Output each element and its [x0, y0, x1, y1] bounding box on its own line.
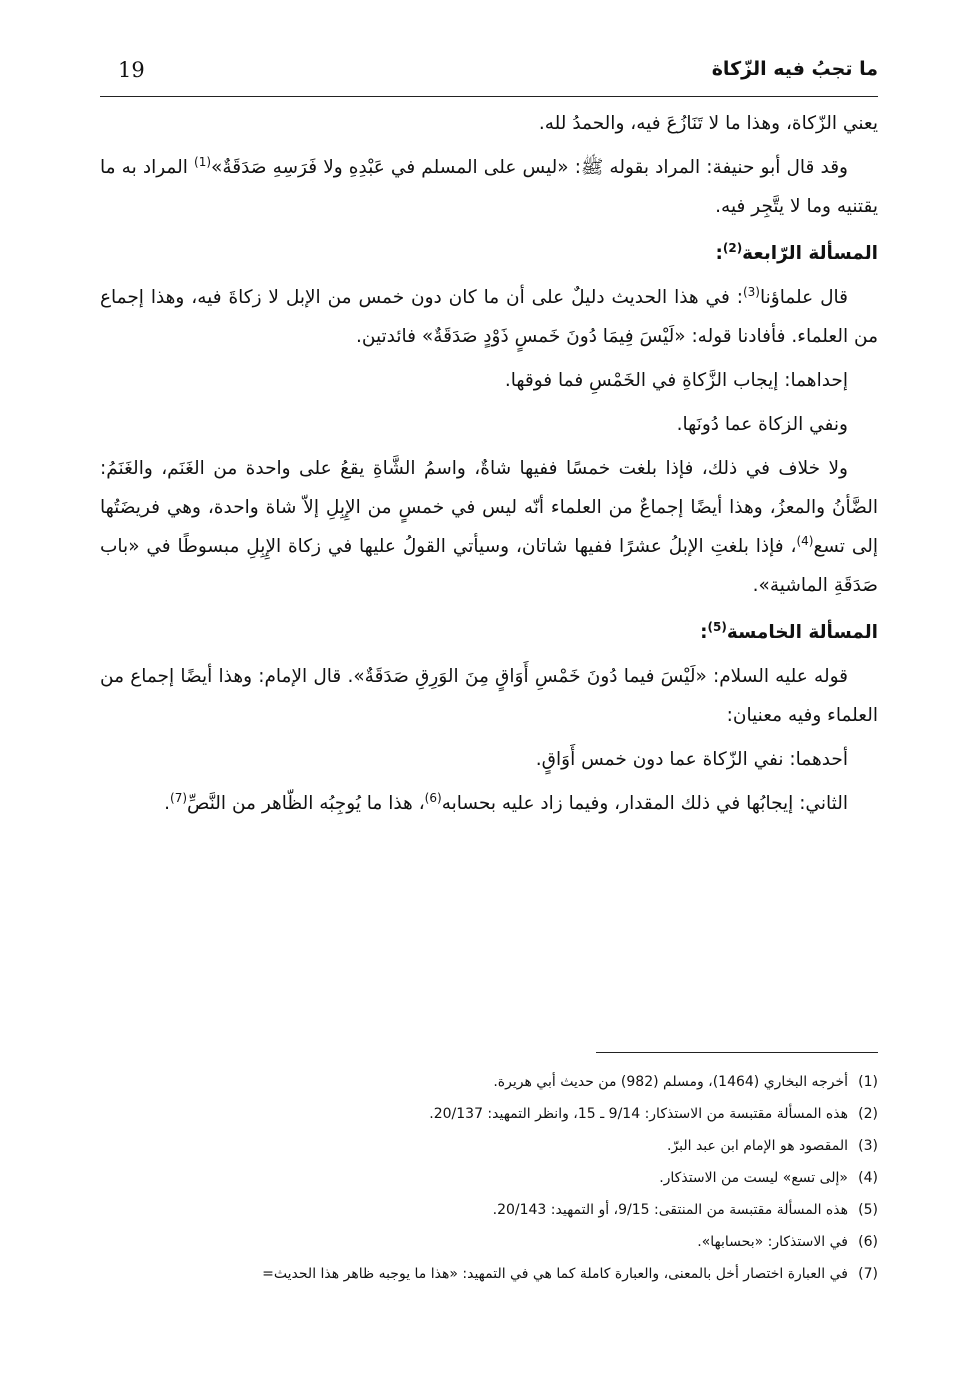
footnote-marker: (7)	[170, 790, 188, 805]
footnote-number: (1)	[858, 1074, 878, 1090]
main-text	[100, 104, 878, 828]
footnote-marker: (3)	[742, 284, 760, 299]
footnote-number: (3)	[858, 1138, 878, 1154]
footnote-item	[80, 1226, 878, 1258]
footnote-item	[80, 1194, 878, 1226]
footnote-text: في العبارة اختصار أخل بالمعنى، والعبارة كاملة كما هي في التمهيد: «هذا ما يوجبه ظاهر هذا الحديث=	[262, 1266, 848, 1282]
paragraph: وقد قال أبو حنيفة: المراد بقوله ﷺ: «ليس على المسلم في عَبْدِهِ ولا فَرَسِهِ صَدَقَةٌ»$^{(1)}$ المراد به ما يقتنيه وما لا يتَّجِر فيه.	[100, 154, 878, 217]
footnote-text: «إلى تسع» ليست من الاستذكار.	[659, 1170, 848, 1186]
footnote-text: في الاستذكار: «بحسابها».	[697, 1234, 848, 1250]
page-header	[100, 52, 878, 97]
footnote-text: المقصود هو الإمام ابن عبد البرّ.	[666, 1138, 848, 1154]
paragraph: يعني الزّكاة، وهذا ما لا تَنَازُعَ فيه، والحمدُ لله.	[538, 113, 878, 134]
footnote-item	[80, 1258, 878, 1290]
footnote-number: (5)	[858, 1202, 878, 1218]
footnotes	[80, 1066, 878, 1290]
footnote-marker: (5)	[707, 619, 727, 634]
footnote-marker: (4)	[796, 533, 814, 548]
footnote-item	[80, 1162, 878, 1194]
paragraph: قوله عليه السلام: «لَيْسَ فيما دُونَ خَمْسِ أَوَاقٍ مِنَ الوَرِقِ صَدَقَةٌ». قال الإمام: وهذا أيضًا إجماع من العلماء وفيه معنيان:	[100, 666, 878, 726]
paragraph: قال علماؤنا$^{(3)}$: في هذا الحديث دليلٌ على أن ما كان دون خمس من الإبل لا زكاةَ فيه، وهذا إجماع من العلماء. فأفادنا قوله: «لَيْسَ فِيمَا دُونَ خَمسٍ ذَوْدٍ صَدَقَةٌ» فائدتين.	[100, 284, 878, 347]
section-heading: المسألة الخامسة$^{(5)}$:	[700, 619, 878, 643]
paragraph: أحدهما: نفي الزّكاة عما دون خمس أَوَاقٍ.	[535, 749, 848, 770]
footnote-number: (7)	[858, 1266, 878, 1282]
running-title: ما تجبُ فيه الزّكاة	[711, 58, 878, 80]
footnote-marker: (1)	[194, 154, 212, 169]
footnote-item	[80, 1098, 878, 1130]
footnote-number: (4)	[858, 1170, 878, 1186]
footnote-number: (6)	[858, 1234, 878, 1250]
footnote-text: هذه المسألة مقتبسة من المنتقى: 9/15، أو التمهيد: 20/143.	[492, 1202, 848, 1218]
section-heading: المسألة الرّابعة$^{(2)}$:	[715, 240, 878, 264]
footnote-marker: (6)	[424, 790, 442, 805]
footnote-separator	[100, 1052, 878, 1066]
footnote-number: (2)	[858, 1106, 878, 1122]
paragraph: ونفي الزكاة عما دُونَها.	[676, 414, 848, 435]
paragraph: الثاني: إيجابُها في ذلك المقدار، وفيما زاد عليه بحسابه$^{(6)}$، هذا ما يُوجِبُه الظّاهر من النَّصِّ$^{(7)}$.	[164, 790, 848, 814]
footnote-marker: (2)	[722, 240, 743, 255]
footnote-text: هذه المسألة مقتبسة من الاستذكار: 9/14 ـ 15، وانظر التمهيد: 20/137.	[429, 1106, 848, 1122]
paragraph: ولا خلاف في ذلك، فإذا بلغت خمسًا ففيها شاةٌ، واسمُ الشَّاةِ يقعُ على واحدة من الغَنَم، والغَنَمُ: الضَّأنُ والمعزُ، وهذا أيضًا إجماعٌ من العلماء أنّه ليس في خمسٍ من الإِبِلِ إلاّ شاة واحدة، وهي فريضَتُها إلى تسع$^{(4)}$، فإذا بلغتِ الإبلُ عشرًا ففيها شاتان، وسيأتي القولُ عليها في زكاة الإِبِلِ مبسوطًا في «باب صَدَقَةِ الماشية».	[100, 458, 879, 596]
page-number: 19	[118, 58, 145, 82]
paragraph: إحداهما: إيجاب الزَّكاةِ في الخَمْسِ فما فوقها.	[504, 370, 848, 391]
footnote-item	[80, 1066, 878, 1098]
footnote-item	[80, 1130, 878, 1162]
footnote-text: أخرجه البخاري (1464)، ومسلم (982) من حديث أبي هريرة.	[493, 1074, 848, 1090]
